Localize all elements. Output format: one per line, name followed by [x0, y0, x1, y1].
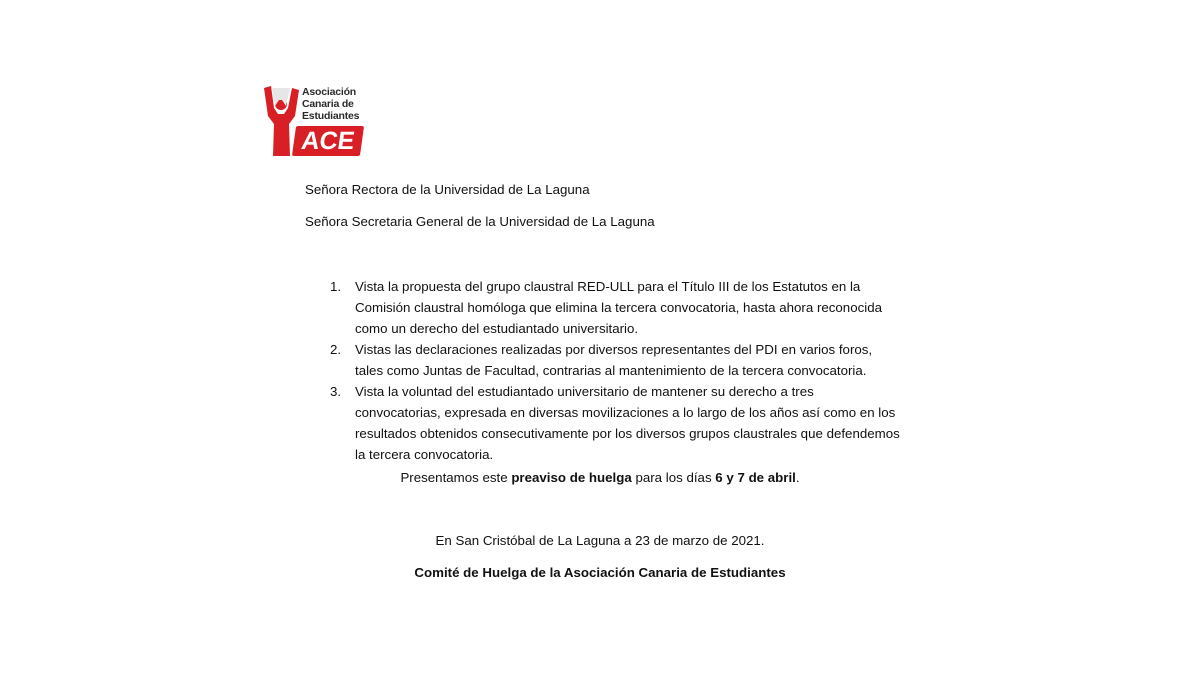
- ace-logo: [262, 84, 372, 160]
- list-item-text: Vistas las declaraciones realizadas por diversos representantes del PDI en varios foros, tales como Juntas de Facultad, contrarias al mantenimiento de la tercera convocatoria.: [355, 342, 873, 378]
- list-item-number: 3.: [330, 384, 342, 399]
- list-item-number: 2.: [330, 342, 342, 357]
- logo-text-line-2: Canaria de: [302, 98, 354, 110]
- notice-prefix: Presentamos este: [400, 470, 512, 485]
- notice-suffix: .: [795, 470, 800, 485]
- logo-acronym: ACE: [292, 126, 364, 156]
- signature: Comité de Huelga de la Asociación Canaria de Estudiantes: [414, 565, 786, 580]
- list-item: [330, 339, 900, 381]
- notice-middle: para los días: [631, 470, 716, 485]
- addressee-secretaria: Señora Secretaria General de la Universidad de La Laguna: [305, 214, 655, 229]
- list-item-number: 1.: [330, 279, 342, 294]
- notice-dates: 6 y 7 de abril: [715, 470, 796, 485]
- notice-strike-term: preaviso de huelga: [511, 470, 632, 485]
- list-item-text: Vista la voluntad del estudiantado universitario de mantener su derecho a tres convocatorias, expresada en diversas movilizaciones a lo largo de los años así como en los resultados obtenidos consecutivamente por los diversos grupos claustrales que defendemos la tercera convocatoria.: [355, 384, 900, 462]
- list-item: [330, 381, 900, 465]
- considerations-list: [330, 276, 900, 465]
- addressee-rectora: Señora Rectora de la Universidad de La Laguna: [305, 182, 590, 197]
- list-item: [330, 276, 900, 339]
- logo-text-line-1: Asociación: [302, 86, 357, 98]
- strike-notice: [0, 470, 1200, 485]
- date-line: En San Cristóbal de La Laguna a 23 de marzo de 2021.: [435, 533, 765, 548]
- logo-text-line-3: Estudiantes: [302, 110, 360, 122]
- list-item-text: Vista la propuesta del grupo claustral RED-ULL para el Título III de los Estatutos en la Comisión claustral homóloga que elimina la tercera convocatoria, hasta ahora reconocida como un derecho del estudiantado universitario.: [355, 279, 882, 336]
